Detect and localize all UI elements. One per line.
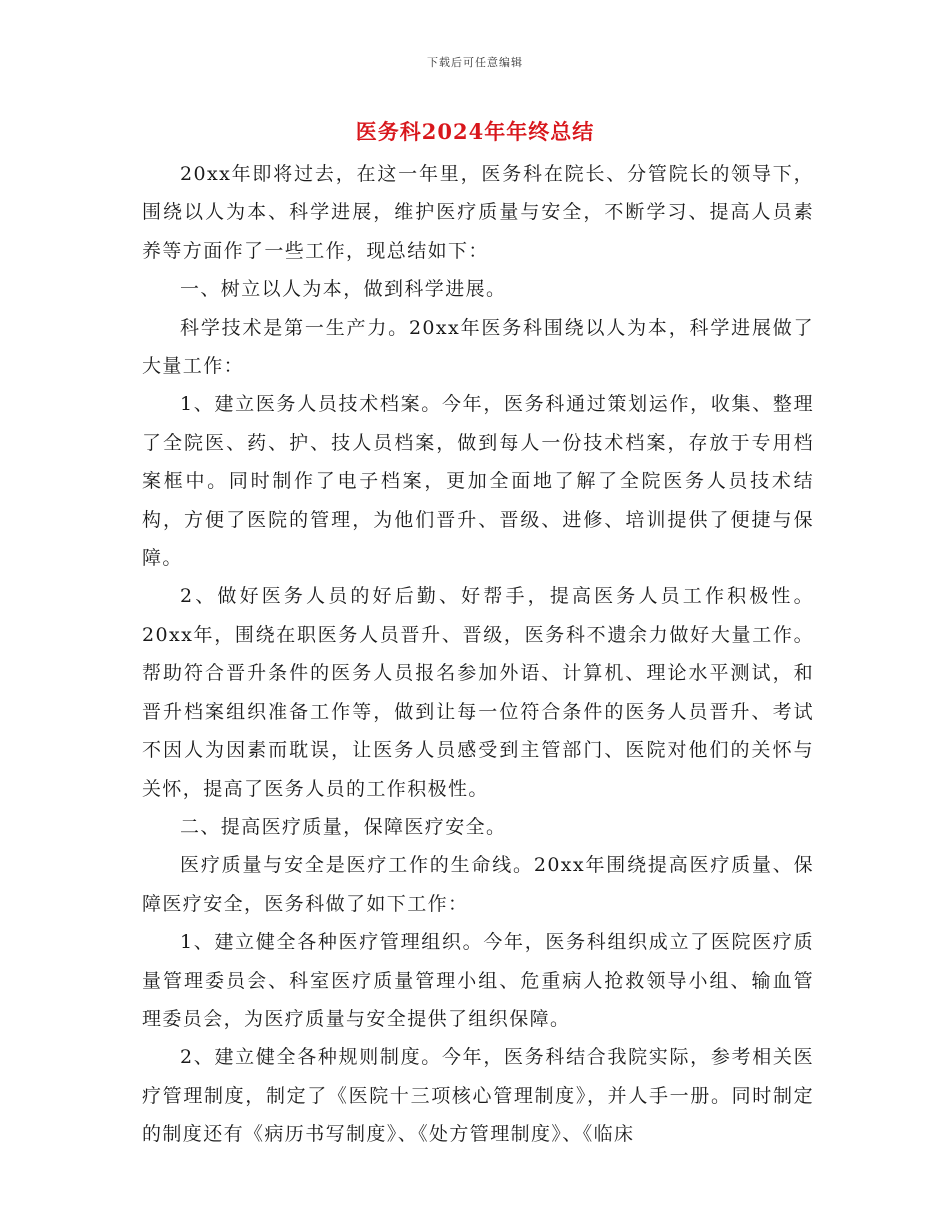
paragraph: 医疗质量与安全是医疗工作的生命线。20xx年围绕提高医疗质量、保障医疗安全，医务科做了如下工作： — [142, 854, 814, 915]
document-title: 医务科2024年年终总结 — [355, 119, 595, 144]
section-heading-1: 一、树立以人为本，做到科学进展。 — [180, 278, 507, 301]
paragraph-intro: 20xx年即将过去，在这一年里，医务科在院长、分管院长的领导下，围绕以人为本、科学进展，维护医疗质量与安全，不断学习、提高人员素养等方面作了一些工作，现总结如下： — [142, 163, 814, 262]
paragraph: 2、做好医务人员的好后勤、好帮手，提高医务人员工作积极性。20xx年，围绕在职医务人员晋升、晋级，医务科不遗余力做好大量工作。帮助符合晋升条件的医务人员报名参加外语、计算机、理论水平测试，和晋升档案组织准备工作等，做到让每一位符合条件的医务人员晋升、考试不因人为因素而耽误，让医务人员感受到主管部门、医院对他们的关怀与关怀，提高了医务人员的工作积极性。 — [142, 585, 814, 800]
section-heading-2: 二、提高医疗质量，保障医疗安全。 — [180, 815, 507, 838]
paragraph: 1、建立医务人员技术档案。今年，医务科通过策划运作，收集、整理了全院医、药、护、技人员档案，做到每人一份技术档案，存放于专用档案框中。同时制作了电子档案，更加全面地了解了全院医务人员技术结构，方便了医院的管理，为他们晋升、晋级、进修、培训提供了便捷与保障。 — [142, 393, 814, 570]
paragraph: 1、建立健全各种医疗管理组织。今年，医务科组织成立了医院医疗质量管理委员会、科室医疗质量管理小组、危重病人抢救领导小组、输血管理委员会，为医疗质量与安全提供了组织保障。 — [142, 931, 814, 1030]
header-note: 下载后可任意编辑 — [427, 56, 523, 69]
document-body — [142, 155, 814, 1154]
paragraph: 2、建立健全各种规则制度。今年，医务科结合我院实际，参考相关医疗管理制度，制定了《医院十三项核心管理制度》，并人手一册。同时制定的制度还有《病历书写制度》、《处方管理制度》、《临床 — [142, 1046, 814, 1146]
paragraph: 科学技术是第一生产力。20xx年医务科围绕以人为本，科学进展做了大量工作： — [142, 316, 814, 378]
